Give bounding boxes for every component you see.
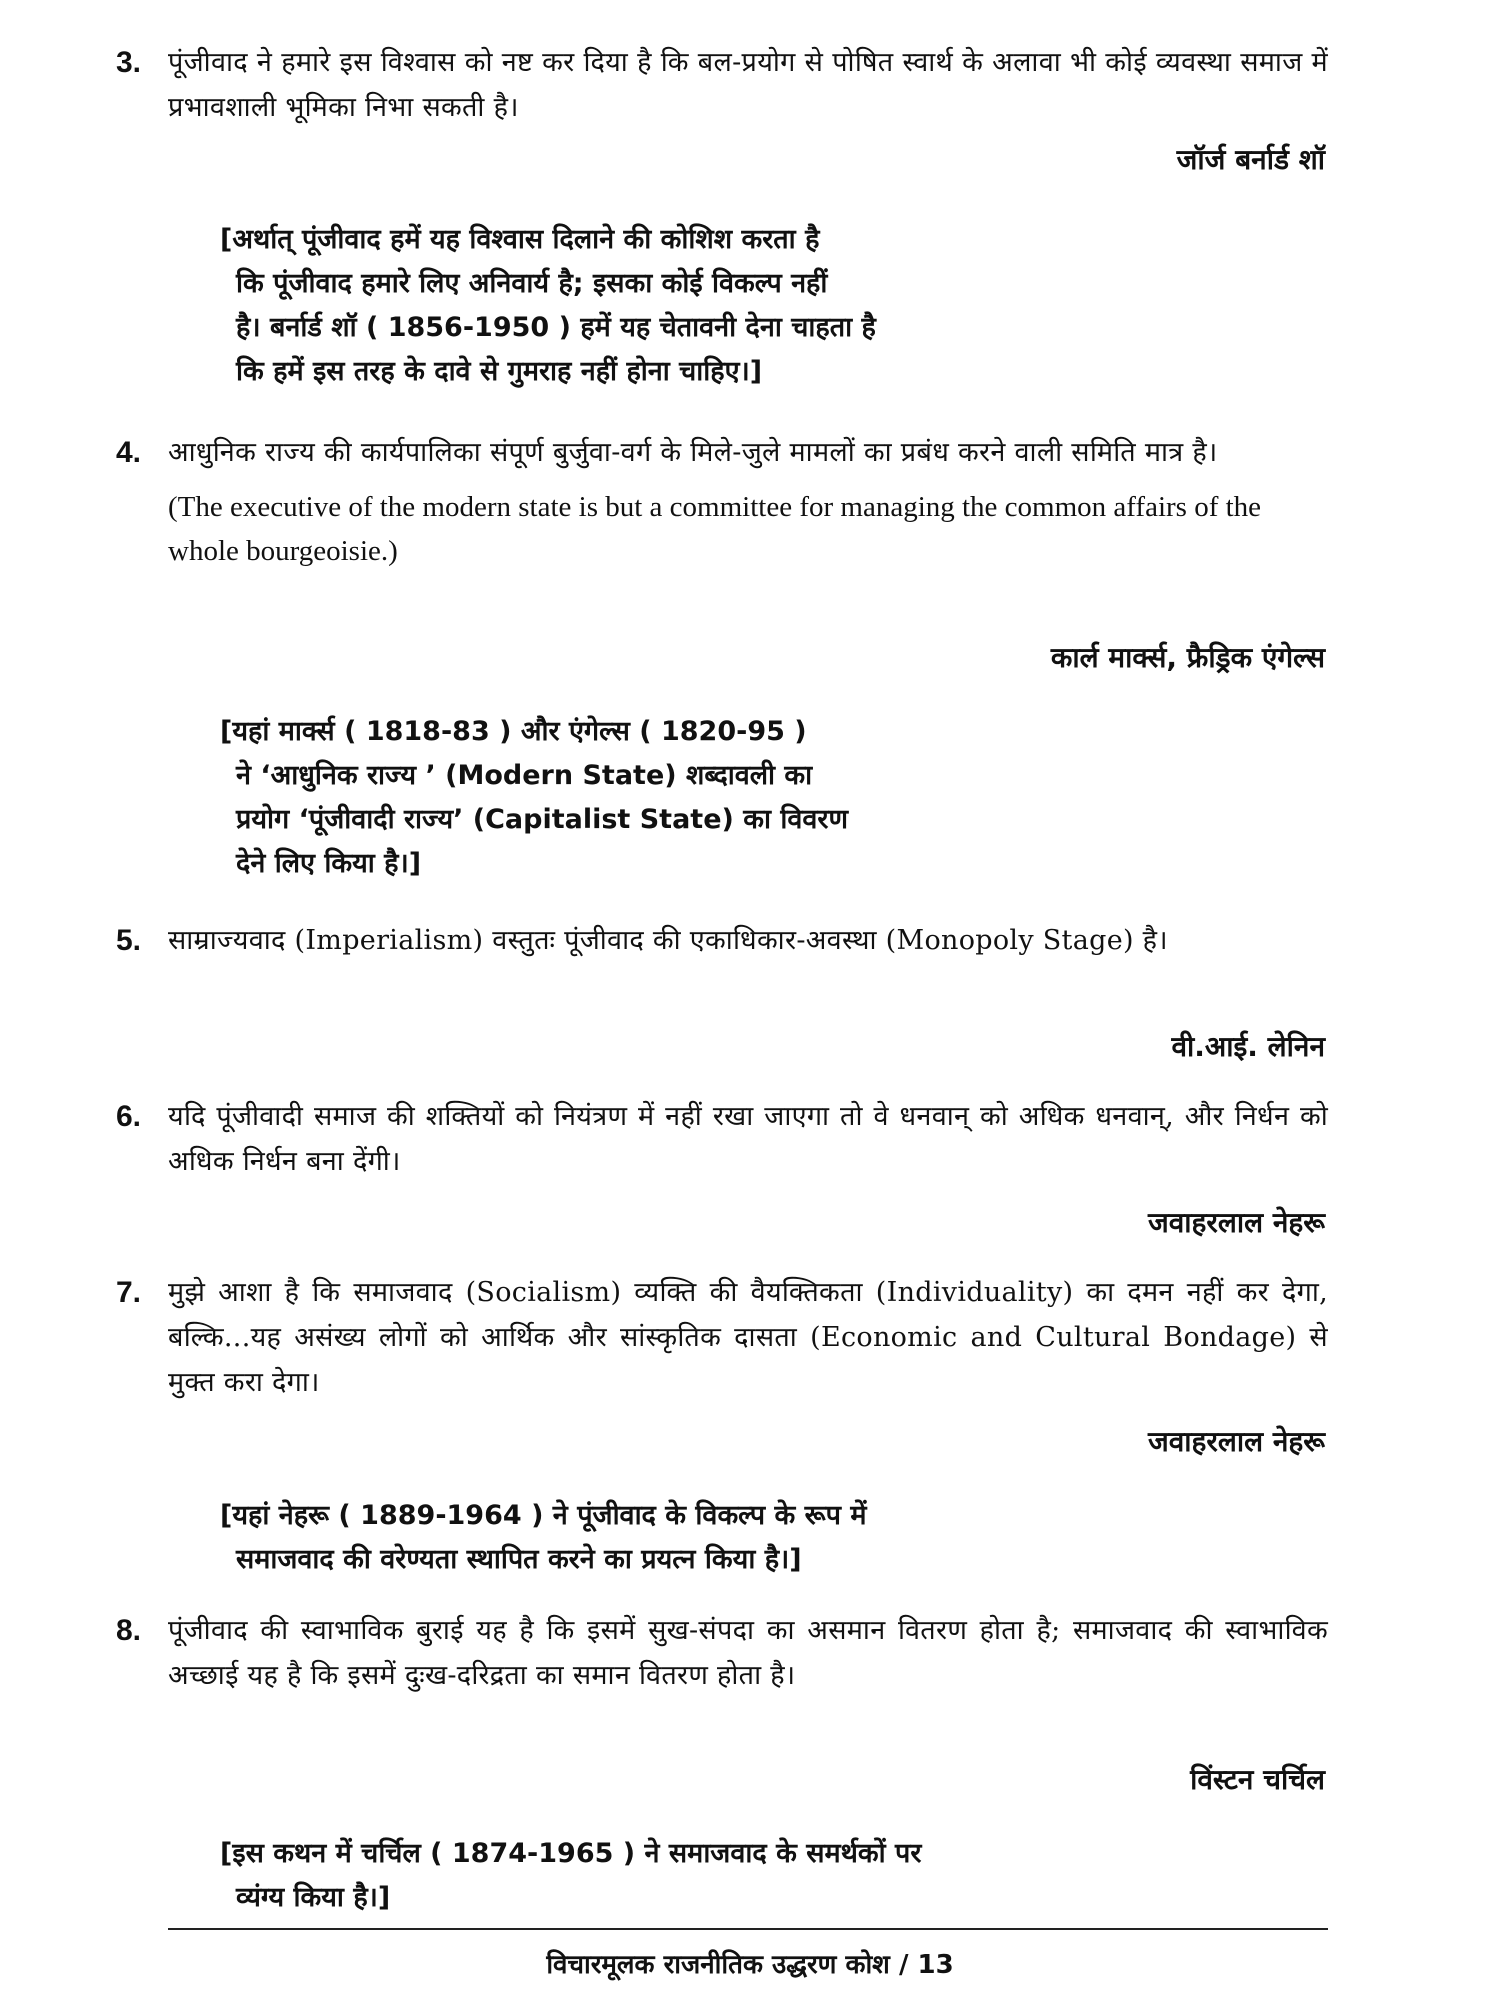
page-footer (0, 1945, 1500, 1985)
quote-number: 3. (116, 46, 142, 79)
quote-3 (116, 40, 1328, 130)
note-line: प्रयोग ‘पूंजीवादी राज्य’ (Capitalist State) का विवरण (236, 804, 848, 835)
quote-8 (116, 1608, 1328, 1698)
quote-author: जॉर्ज बर्नार्ड शॉ (1176, 143, 1325, 176)
quote-7 (116, 1270, 1328, 1405)
note-line: व्यंग्य किया है।] (236, 1882, 391, 1913)
quote-text: साम्राज्यवाद (Imperialism) वस्तुतः पूंजीवाद की एकाधिकार-अवस्था (Monopoly Stage) है। (168, 925, 1168, 956)
quote-note (220, 710, 848, 886)
quote-text: पूंजीवाद ने हमारे इस विश्वास को नष्ट कर दिया है कि बल-प्रयोग से पोषित स्वार्थ के अलावा भी कोई व्यवस्था समाज में प्रभावशाली भूमिका निभा सकती है। (168, 47, 1328, 123)
page-number: 13 (917, 1950, 954, 1980)
quote-number: 4. (116, 436, 142, 469)
quote-6 (116, 1094, 1328, 1184)
footer-separator: / (898, 1950, 909, 1980)
quote-text: पूंजीवाद की स्वाभाविक बुराई यह है कि इसमें सुख-संपदा का असमान वितरण होता है; समाजवाद की स्वाभाविक अच्छाई यह है कि इसमें दुःख-दरिद्रता का समान वितरण होता है। (168, 1615, 1328, 1691)
note-line: [अर्थात् पूंजीवाद हमें यह विश्वास दिलाने की कोशिश करता है (220, 224, 820, 255)
note-line: है। बर्नार्ड शॉ ( 1856-1950 ) हमें यह चेतावनी देना चाहता है (236, 312, 876, 343)
quote-english-translation: (The executive of the modern state is but a committee for managing the common affairs of the whole bourgeoisie.) (168, 491, 1262, 567)
note-line: [इस कथन में चर्चिल ( 1874-1965 ) ने समाजवाद के समर्थकों पर (220, 1838, 922, 1869)
quote-author: कार्ल मार्क्स, फ्रैड्रिक एंगेल्स (1050, 641, 1325, 674)
quote-note (220, 1494, 867, 1582)
note-line: समाजवाद की वरेण्यता स्थापित करने का प्रयत्न किया है।] (236, 1544, 802, 1575)
quote-number: 8. (116, 1614, 142, 1647)
quote-note (220, 218, 876, 394)
quote-author: जवाहरलाल नेहरू (1147, 1206, 1325, 1239)
quote-number: 7. (116, 1276, 142, 1309)
note-line: कि हमें इस तरह के दावे से गुमराह नहीं होना चाहिए।] (236, 356, 763, 387)
note-line: देने लिए किया है।] (236, 848, 422, 879)
quote-author: जवाहरलाल नेहरू (1147, 1425, 1325, 1458)
quote-text: मुझे आशा है कि समाजवाद (Socialism) व्यक्ति की वैयक्तिकता (Individuality) का दमन नहीं कर देगा, बल्कि...यह असंख्य लोगों को आर्थिक और सांस्कृतिक दासता (Economic and Cultural Bondage) से मुक्त करा देगा। (168, 1277, 1328, 1398)
quote-text: यदि पूंजीवादी समाज की शक्तियों को नियंत्रण में नहीं रखा जाएगा तो वे धनवान् को अधिक धनवान्, और निर्धन को अधिक निर्धन बना देंगी। (168, 1101, 1328, 1177)
note-line: [यहां मार्क्स ( 1818-83 ) और एंगेल्स ( 1820-95 ) (220, 716, 807, 747)
book-title: विचारमूलक राजनीतिक उद्धरण कोश (546, 1950, 890, 1980)
quote-author: वी.आई. लेनिन (1171, 1030, 1325, 1063)
quote-5 (116, 918, 1328, 963)
quote-number: 5. (116, 924, 142, 957)
quote-text: आधुनिक राज्य की कार्यपालिका संपूर्ण बुर्जुवा-वर्ग के मिले-जुले मामलों का प्रबंध करने वाली समिति मात्र है। (168, 437, 1218, 468)
quote-author: विंस्टन चर्चिल (1190, 1763, 1325, 1796)
note-line: [यहां नेहरू ( 1889-1964 ) ने पूंजीवाद के विकल्प के रूप में (220, 1500, 867, 1531)
quote-number: 6. (116, 1100, 142, 1133)
note-line: ने ‘आधुनिक राज्य ’ (Modern State) शब्दावली का (236, 760, 813, 791)
footer-divider (168, 1928, 1328, 1930)
quote-note (220, 1832, 921, 1920)
quote-4 (116, 430, 1328, 573)
note-line: कि पूंजीवाद हमारे लिए अनिवार्य है; इसका कोई विकल्प नहीं (236, 268, 828, 299)
